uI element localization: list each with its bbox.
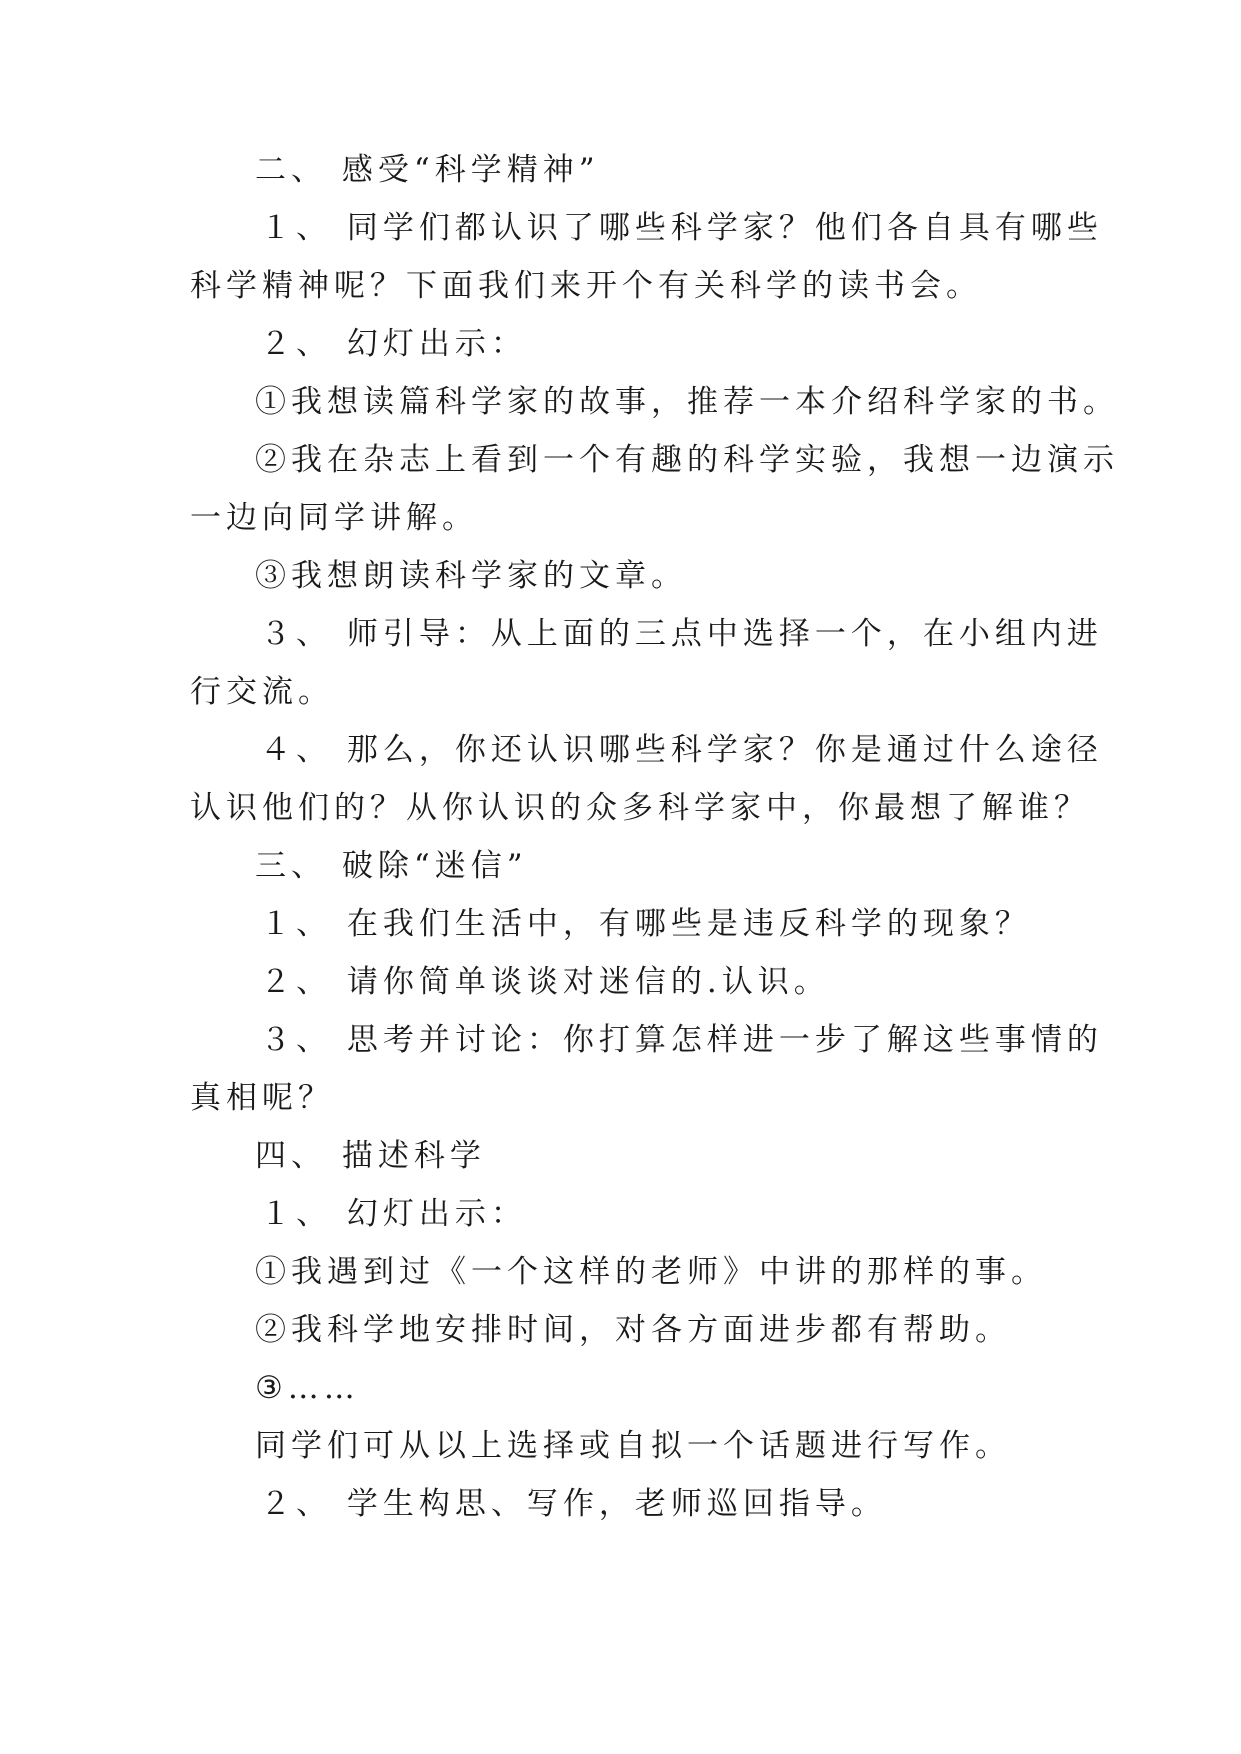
paragraph-line: １、 同学们都认识了哪些科学家？他们各自具有哪些 xyxy=(260,210,1103,246)
paragraph-line: 认识他们的？从你认识的众多科学家中，你最想了解谁？ xyxy=(190,790,1090,826)
section-heading-2: 二、 感受“科学精神” xyxy=(255,152,600,188)
paragraph-line: ３、 思考并讨论：你打算怎样进一步了解这些事情的 xyxy=(260,1022,1103,1058)
paragraph-line: ①我想读篇科学家的故事，推荐一本介绍科学家的书。 xyxy=(255,384,1119,420)
paragraph-line: ３、 师引导：从上面的三点中选择一个，在小组内进 xyxy=(260,616,1103,652)
paragraph-line: 真相呢？ xyxy=(190,1080,334,1116)
paragraph-line: ②我在杂志上看到一个有趣的科学实验，我想一边演示 xyxy=(255,442,1119,478)
paragraph-line: ２、 幻灯出示： xyxy=(260,326,527,362)
paragraph-line: 科学精神呢？下面我们来开个有关科学的读书会。 xyxy=(190,268,982,304)
paragraph-line: ２、 请你简单谈谈对迷信的.认识。 xyxy=(260,964,830,1000)
paragraph-line: ４、 那么，你还认识哪些科学家？你是通过什么途径 xyxy=(260,732,1103,768)
section-heading-4: 四、 描述科学 xyxy=(255,1138,486,1174)
paragraph-line: 同学们可从以上选择或自拟一个话题进行写作。 xyxy=(255,1428,1011,1464)
section-heading-3: 三、 破除“迷信” xyxy=(255,848,528,884)
paragraph-line: ③…… xyxy=(255,1370,360,1406)
paragraph-line: ③我想朗读科学家的文章。 xyxy=(255,558,687,594)
paragraph-line: １、 幻灯出示： xyxy=(260,1196,527,1232)
paragraph-line: 行交流。 xyxy=(190,674,334,710)
paragraph-line: ２、 学生构思、写作，老师巡回指导。 xyxy=(260,1486,887,1522)
paragraph-line: 一边向同学讲解。 xyxy=(190,500,478,536)
paragraph-line: ②我科学地安排时间，对各方面进步都有帮助。 xyxy=(255,1312,1011,1348)
paragraph-line: １、 在我们生活中，有哪些是违反科学的现象？ xyxy=(260,906,1031,942)
paragraph-line: ①我遇到过《一个这样的老师》中讲的那样的事。 xyxy=(255,1254,1047,1290)
